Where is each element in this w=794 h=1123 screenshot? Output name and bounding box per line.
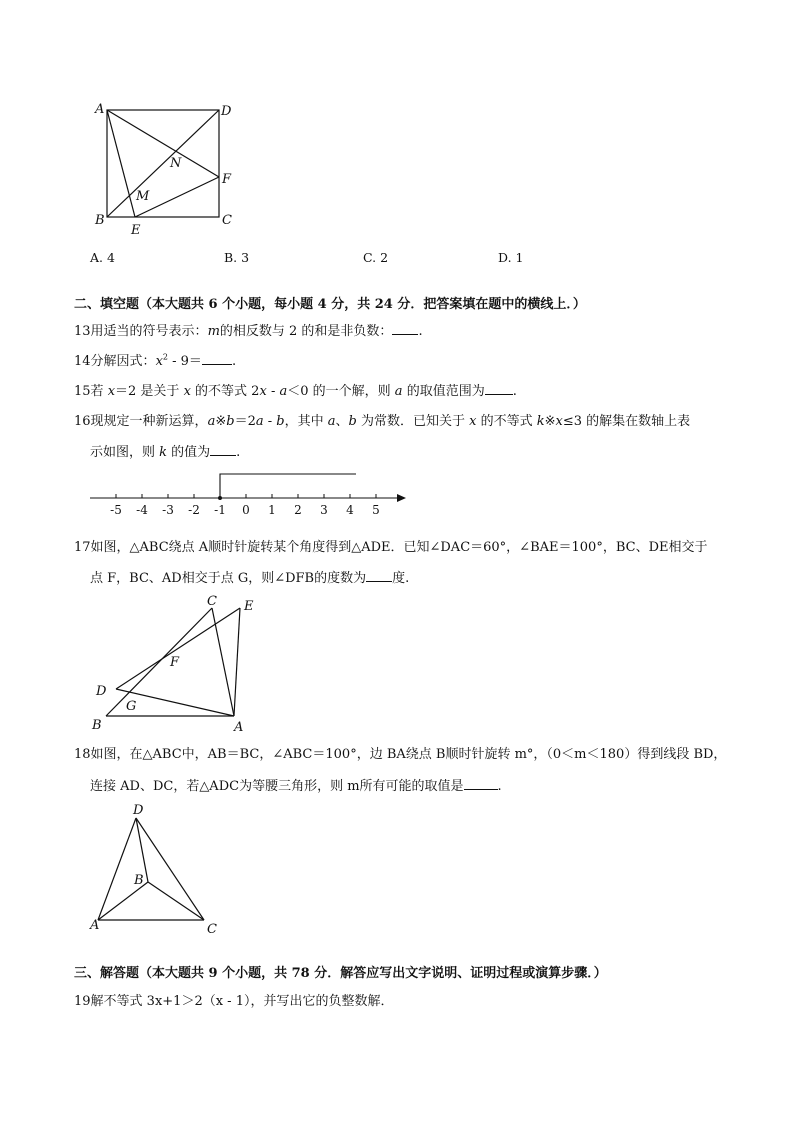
q17-number: 17 [74,540,91,555]
q16-text: 示如图，则 [90,445,160,460]
label-e: E [244,599,254,614]
q15-var-x: x [107,384,116,399]
q16-var: x [469,414,477,429]
q14-expr-x: x [155,354,163,369]
q17-line-2a: 点 F，BC、AD相交于点 G，则∠DFB的度数为 [90,571,367,586]
q16-text: 现规定一种新运算， [90,414,208,429]
q14-rest: - 9＝ [168,354,202,369]
option-a: A. 4 [90,250,115,265]
q17-line-1: 如图，△ABC绕点 A顺时针旋转某个角度得到△ADE．已知∠DAC＝60°，∠BAE＝100°，BC、DE相交于 [90,540,708,555]
q15-text-f: 的取值范围为 [402,384,485,399]
q16-var: k [536,414,545,429]
option-c: C. 2 [363,250,389,265]
q19-text: 解不等式 3x+1＞2（x - 1），并写出它的负整数解． [90,994,394,1009]
q15-text-c: 的不等式 2 [190,384,260,399]
number-line-tick-label: -4 [136,503,148,517]
q16-text: 的值为 [167,445,211,460]
segment-da [98,818,136,920]
q16-number: 16 [74,414,91,429]
segment-ae [107,110,135,217]
number-line-tick-label: -3 [162,503,174,517]
q15-var-a2: a [394,384,403,399]
q17-line-2b: 度. [392,571,410,586]
question-17-line-2 [90,567,409,586]
q16-text: 的不等式 [476,414,537,429]
question-18-line-2 [90,775,502,794]
label-c: C [222,213,232,228]
q15-var-x3: x [259,384,267,399]
q16-text: ※ [215,414,227,429]
q15-answer-blank[interactable] [485,382,513,395]
figure-isosceles [88,802,228,937]
q14-answer-blank[interactable] [202,352,232,365]
segment-bc [148,882,204,920]
label-b: B [134,873,144,888]
figure-rotated-triangles [88,592,268,737]
number-line-tick-label: 2 [294,503,302,517]
q16-text: ※ [544,414,556,429]
label-b: B [95,213,105,228]
label-e: E [131,223,141,238]
question-13 [74,320,423,339]
q16-var: b [276,414,285,429]
q18-number: 18 [74,747,91,762]
question-14 [74,350,236,369]
number-line-tick-label: 4 [346,503,354,517]
label-a: A [90,918,100,933]
q15-number: 15 [74,384,91,399]
q16-text: - [263,414,277,429]
segment-dc [136,818,204,920]
label-c: C [207,594,217,609]
q18-answer-blank[interactable] [464,777,498,790]
q16-text: ≤3 的解集在数轴上表 [562,414,691,429]
label-c: C [207,922,217,937]
q15-text-d: - [266,384,280,399]
q15-text-e: ＜0 的一个解，则 [287,384,395,399]
q16-var: b [226,414,235,429]
number-line-tick-label: 1 [268,503,276,517]
question-16-line-1 [74,410,690,429]
q15-text-b: ＝2 是关于 [115,384,184,399]
label-a: A [95,102,105,117]
q13-tail: . [418,324,423,339]
question-18-line-1 [74,743,726,762]
q14-tail: . [231,354,237,369]
number-line [88,468,418,518]
q13-answer-blank[interactable] [392,322,418,335]
q16-var: a [207,414,216,429]
q17-answer-blank[interactable] [366,569,392,582]
segment-de [116,608,240,689]
q15-var-x2: x [183,384,191,399]
q16-text: ＝2 [234,414,256,429]
q16-var: x [555,414,563,429]
label-a: A [234,720,244,735]
q13-text-b: 的相反数与 2 的和是非负数： [219,324,393,339]
segment-ea [234,608,240,716]
question-17-line-1 [74,536,707,555]
option-d: D. 1 [498,250,524,265]
number-line-tick-label: -5 [110,503,122,517]
label-d: D [221,104,232,119]
option-b: B. 3 [224,250,250,265]
q14-exponent: 2 [162,352,168,362]
q18-line-2: 连接 AD、DC，若△ADC为等腰三角形，则 m所有可能的取值是 [90,779,464,794]
solution-bracket [220,474,356,498]
q14-number: 14 [74,354,91,369]
label-m: M [136,189,150,204]
number-line-tick-label: 0 [242,503,250,517]
segment-af [107,110,219,177]
q16-var: a [327,414,336,429]
q16-var: b [348,414,357,429]
figure-square [90,100,250,240]
q16-text: 为常数．已知关于 [356,414,470,429]
label-d: D [133,803,144,818]
q16-text: 、 [335,414,349,429]
label-d: D [96,684,107,699]
q15-tail: . [512,384,517,399]
number-line-arrow [397,494,406,502]
q13-text-a: 用适当的符号表示： [90,324,208,339]
label-n: N [170,156,182,171]
question-19 [74,990,393,1009]
segment-bc [106,608,212,716]
section-2-heading: 二、填空题（本大题共 6 个小题，每小题 4 分，共 24 分．把答案填在题中的横线上．） [74,297,586,312]
q16-tail: . [236,445,241,460]
q16-text: ，其中 [284,414,328,429]
q13-var-m: m [207,324,220,339]
q16-answer-blank[interactable] [210,443,236,456]
q14-text-a: 分解因式： [90,354,156,369]
section-3-heading: 三、解答题（本大题共 9 个小题，共 78 分．解答应写出文字说明、证明过程或演算步骤．） [74,966,607,981]
question-16-line-2 [90,441,240,460]
q13-number: 13 [74,324,91,339]
q18-tail: . [497,779,502,794]
q16-var: k [159,445,168,460]
number-line-tick-label: 5 [372,503,380,517]
question-15 [74,380,517,399]
segment-bd [107,110,219,217]
label-f: F [222,172,232,187]
q16-var: a [255,414,264,429]
q15-var-a: a [279,384,288,399]
q19-number: 19 [74,994,91,1009]
label-b: B [92,718,102,733]
number-line-tick-label: -1 [214,503,226,517]
q18-line-1: 如图，在△ABC中，AB＝BC，∠ABC＝100°，边 BA绕点 B顺时针旋转 m°，（0＜m＜180）得到线段 BD， [90,747,727,762]
number-line-tick-label: -2 [188,503,200,517]
label-g: G [126,699,137,714]
number-line-tick-label: 3 [320,503,328,517]
label-f: F [170,655,180,670]
q15-text-a: 若 [90,384,108,399]
